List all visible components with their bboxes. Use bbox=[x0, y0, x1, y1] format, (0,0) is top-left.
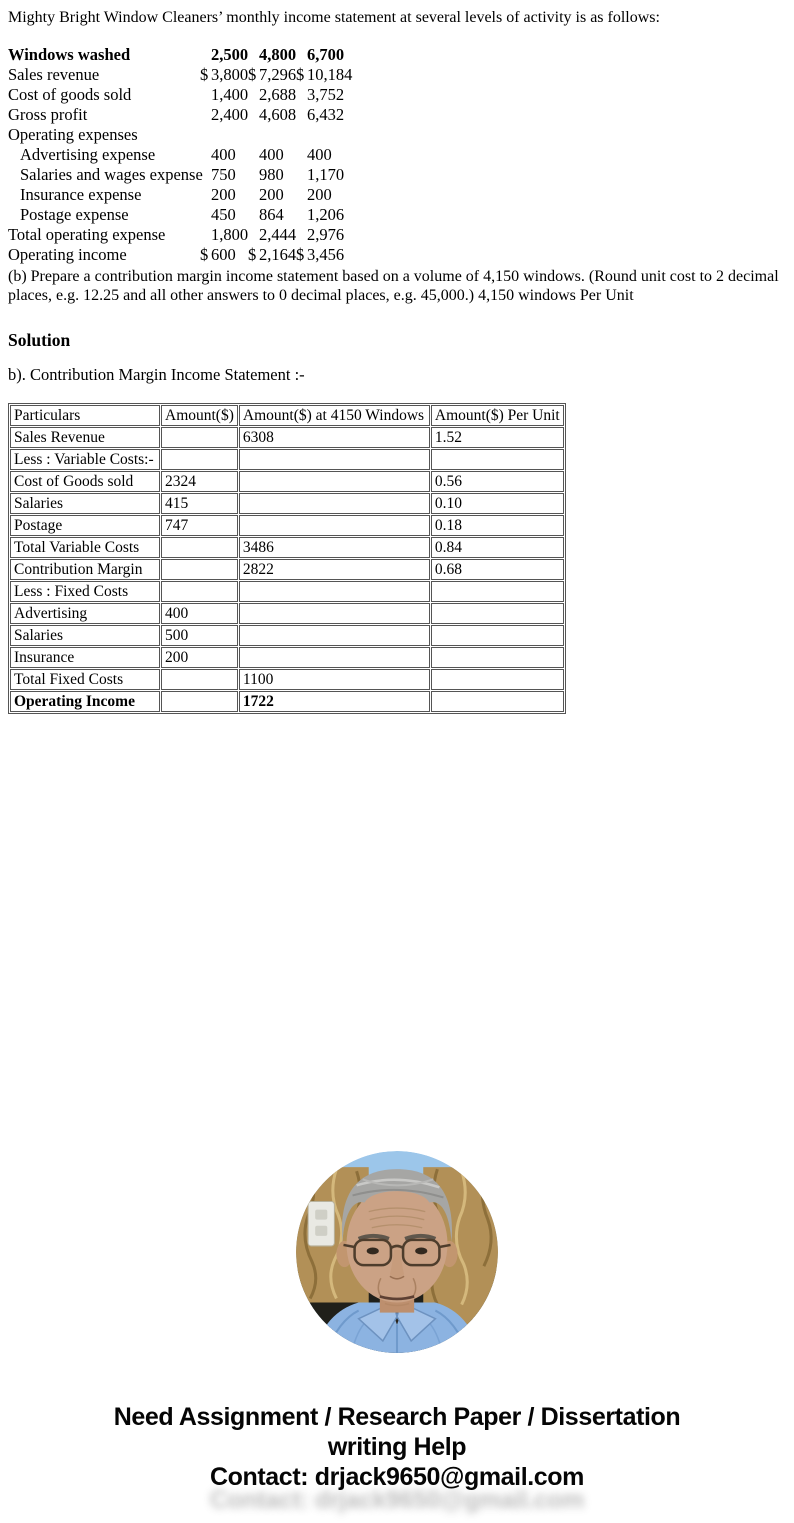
income-statement-row bbox=[8, 65, 786, 85]
footer-banner bbox=[0, 1402, 794, 1492]
income-statement-row bbox=[8, 45, 786, 65]
switch-plate bbox=[308, 1202, 334, 1246]
currency-sign bbox=[296, 45, 307, 65]
cell-particulars: Postage bbox=[10, 515, 160, 536]
currency-sign: $ bbox=[200, 65, 209, 84]
cell-amount-per-unit: 0.10 bbox=[431, 493, 564, 514]
currency-sign bbox=[200, 185, 211, 205]
document-body bbox=[0, 0, 794, 722]
cell-amount-per-unit: 0.84 bbox=[431, 537, 564, 558]
cell-particulars: Total Variable Costs bbox=[10, 537, 160, 558]
currency-sign bbox=[200, 165, 211, 185]
cell-amount bbox=[161, 691, 238, 712]
currency-sign: $ bbox=[296, 245, 305, 264]
currency-sign bbox=[296, 85, 307, 105]
cell-particulars: Operating Income bbox=[10, 691, 160, 712]
cell-amount-at-4150: 2822 bbox=[239, 559, 430, 580]
income-statement-label: Operating expenses bbox=[8, 125, 138, 144]
cell-amount-at-4150: 1100 bbox=[239, 669, 430, 690]
cell-amount-per-unit bbox=[431, 669, 564, 690]
currency-sign: $ bbox=[248, 65, 257, 84]
table-row bbox=[10, 669, 564, 690]
income-statement-label: Postage expense bbox=[20, 205, 129, 224]
cell-amount bbox=[161, 581, 238, 602]
amount-value: 1,400 bbox=[211, 85, 249, 104]
income-statement-label: Advertising expense bbox=[20, 145, 156, 164]
cell-amount-at-4150 bbox=[239, 603, 430, 624]
currency-sign bbox=[248, 225, 259, 245]
cell-amount-at-4150 bbox=[239, 493, 430, 514]
cell-amount bbox=[161, 427, 238, 448]
income-statement-row bbox=[8, 125, 786, 145]
currency-sign bbox=[296, 165, 307, 185]
income-statement-col1 bbox=[200, 145, 248, 165]
currency-sign bbox=[248, 165, 259, 185]
income-statement-label: Sales revenue bbox=[8, 65, 100, 84]
cell-amount bbox=[161, 559, 238, 580]
cell-amount-at-4150 bbox=[239, 515, 430, 536]
income-statement-col1 bbox=[200, 185, 248, 205]
currency-sign bbox=[200, 85, 211, 105]
currency-sign: $ bbox=[248, 245, 257, 264]
cell-amount: 200 bbox=[161, 647, 238, 668]
cell-particulars: Less : Variable Costs:- bbox=[10, 449, 160, 470]
amount-value: 200 bbox=[259, 185, 284, 204]
amount-value: 400 bbox=[211, 145, 236, 164]
currency-sign bbox=[248, 145, 259, 165]
income-statement-col1 bbox=[200, 225, 248, 245]
amount-value: 3,800 bbox=[211, 65, 249, 84]
income-statement-col2 bbox=[248, 185, 296, 205]
amount-value: 3,456 bbox=[307, 245, 345, 264]
amount-value: 4,800 bbox=[259, 45, 297, 64]
cell-amount: 415 bbox=[161, 493, 238, 514]
footer-line-1: Need Assignment / Research Paper / Dissertation bbox=[113, 1403, 681, 1431]
income-statement-col3 bbox=[296, 205, 344, 225]
table-row bbox=[10, 625, 564, 646]
amount-value: 980 bbox=[259, 165, 284, 184]
income-statement-row bbox=[8, 165, 786, 185]
income-statement-col2 bbox=[248, 45, 296, 65]
currency-sign bbox=[200, 145, 211, 165]
cell-amount-per-unit: 0.18 bbox=[431, 515, 564, 536]
income-statement-col1 bbox=[200, 65, 248, 85]
table-row bbox=[10, 427, 564, 448]
income-statement-row bbox=[8, 85, 786, 105]
cell-amount-per-unit: 1.52 bbox=[431, 427, 564, 448]
amount-value: 4,608 bbox=[259, 105, 297, 124]
currency-sign bbox=[296, 225, 307, 245]
income-statement-row bbox=[8, 185, 786, 205]
cell-amount-at-4150 bbox=[239, 647, 430, 668]
amount-value: 6,700 bbox=[307, 45, 345, 64]
cell-particulars: Less : Fixed Costs bbox=[10, 581, 160, 602]
table-row bbox=[10, 449, 564, 470]
footer-contact-email: Contact: drjack9650@gmail.com bbox=[209, 1463, 585, 1491]
tutor-avatar-image bbox=[296, 1151, 498, 1353]
income-statement-col3 bbox=[296, 45, 344, 65]
amount-value: 2,688 bbox=[259, 85, 297, 104]
income-statement-col2 bbox=[248, 65, 296, 85]
income-statement-col1 bbox=[200, 85, 248, 105]
income-statement-label: Windows washed bbox=[8, 45, 131, 64]
income-statement-col1 bbox=[200, 205, 248, 225]
cell-particulars: Salaries bbox=[10, 625, 160, 646]
income-statement-col2 bbox=[248, 225, 296, 245]
header-amount: Amount($) bbox=[161, 405, 238, 426]
amount-value: 1,206 bbox=[307, 205, 345, 224]
income-statement-row bbox=[8, 225, 786, 245]
currency-sign bbox=[200, 205, 211, 225]
amount-value: 2,400 bbox=[211, 105, 249, 124]
income-statement-col3 bbox=[296, 225, 344, 245]
solution-heading: Solution bbox=[8, 330, 71, 350]
cell-amount-at-4150 bbox=[239, 449, 430, 470]
amount-value: 450 bbox=[211, 205, 236, 224]
amount-value: 600 bbox=[211, 245, 236, 264]
income-statement-col3 bbox=[296, 85, 344, 105]
income-statement-label: Gross profit bbox=[8, 105, 88, 124]
amount-value: 10,184 bbox=[307, 65, 353, 84]
cell-amount-at-4150 bbox=[239, 625, 430, 646]
income-statement-col2 bbox=[248, 125, 296, 145]
amount-value: 864 bbox=[259, 205, 284, 224]
cell-amount-at-4150 bbox=[239, 471, 430, 492]
amount-value: 6,432 bbox=[307, 105, 345, 124]
currency-sign bbox=[296, 105, 307, 125]
currency-sign bbox=[200, 125, 211, 145]
cell-amount: 2324 bbox=[161, 471, 238, 492]
income-statement-col1 bbox=[200, 45, 248, 65]
cell-amount-per-unit: 0.56 bbox=[431, 471, 564, 492]
table-row bbox=[10, 559, 564, 580]
income-statement-row bbox=[8, 205, 786, 225]
income-statement-label: Operating income bbox=[8, 245, 127, 264]
income-statement-label: Total operating expense bbox=[8, 225, 166, 244]
table-row bbox=[10, 471, 564, 492]
income-statement-col2 bbox=[248, 245, 296, 265]
cell-amount-per-unit bbox=[431, 647, 564, 668]
amount-value: 2,164 bbox=[259, 245, 297, 264]
cell-amount-per-unit bbox=[431, 603, 564, 624]
header-amount-at-4150: Amount($) at 4150 Windows bbox=[239, 405, 430, 426]
income-statement-col1 bbox=[200, 165, 248, 185]
cell-amount-per-unit bbox=[431, 449, 564, 470]
cell-amount-per-unit: 0.68 bbox=[431, 559, 564, 580]
income-statement-col3 bbox=[296, 125, 344, 145]
amount-value: 200 bbox=[307, 185, 332, 204]
currency-sign bbox=[296, 185, 307, 205]
amount-value: 1,170 bbox=[307, 165, 345, 184]
amount-value: 1,800 bbox=[211, 225, 249, 244]
currency-sign bbox=[248, 125, 259, 145]
contribution-margin-table bbox=[8, 403, 566, 714]
cell-amount-at-4150 bbox=[239, 581, 430, 602]
currency-sign bbox=[200, 105, 211, 125]
amount-value: 200 bbox=[211, 185, 236, 204]
table-row bbox=[10, 493, 564, 514]
cell-amount: 500 bbox=[161, 625, 238, 646]
cell-amount-at-4150: 1722 bbox=[239, 691, 430, 712]
income-statement-col2 bbox=[248, 145, 296, 165]
intro-text: Mighty Bright Window Cleaners’ monthly income statement at several levels of activity is as follows: bbox=[8, 9, 660, 26]
income-statement-row bbox=[8, 145, 786, 165]
cell-particulars: Sales Revenue bbox=[10, 427, 160, 448]
amount-value: 7,296 bbox=[259, 65, 297, 84]
income-statement-col1 bbox=[200, 105, 248, 125]
cell-amount bbox=[161, 669, 238, 690]
footer-line-2: writing Help bbox=[327, 1433, 467, 1461]
header-particulars: Particulars bbox=[10, 405, 160, 426]
income-statement-label: Insurance expense bbox=[20, 185, 142, 204]
cell-amount: 400 bbox=[161, 603, 238, 624]
currency-sign bbox=[248, 85, 259, 105]
table-header-row bbox=[10, 405, 564, 426]
table-row bbox=[10, 603, 564, 624]
currency-sign: $ bbox=[200, 245, 209, 264]
income-statement-col2 bbox=[248, 205, 296, 225]
cell-amount bbox=[161, 537, 238, 558]
amount-value: 2,500 bbox=[211, 45, 249, 64]
cell-particulars: Total Fixed Costs bbox=[10, 669, 160, 690]
cell-amount bbox=[161, 449, 238, 470]
tutor-avatar bbox=[296, 1151, 498, 1353]
currency-sign bbox=[200, 45, 211, 65]
amount-value: 750 bbox=[211, 165, 236, 184]
cell-amount-at-4150: 3486 bbox=[239, 537, 430, 558]
income-statement-row bbox=[8, 245, 786, 265]
income-statement-col3 bbox=[296, 245, 344, 265]
amount-value: 3,752 bbox=[307, 85, 345, 104]
income-statement-col1 bbox=[200, 125, 248, 145]
cell-particulars: Contribution Margin bbox=[10, 559, 160, 580]
part-b-question: (b) Prepare a contribution margin income statement based on a volume of 4,150 windows. (Round unit cost to 2 decimal places, e.g. 12.25 and all other answers to 0 decimal places, e.g. 45,000.) 4,150 windows Per Unit bbox=[8, 268, 779, 304]
table-row bbox=[10, 691, 564, 712]
cell-amount: 747 bbox=[161, 515, 238, 536]
income-statement-col3 bbox=[296, 105, 344, 125]
header-amount-per-unit: Amount($) Per Unit bbox=[431, 405, 564, 426]
income-statement-col2 bbox=[248, 105, 296, 125]
amount-value: 2,976 bbox=[307, 225, 345, 244]
table-row bbox=[10, 581, 564, 602]
income-statement-col3 bbox=[296, 165, 344, 185]
income-statement-label: Cost of goods sold bbox=[8, 85, 132, 104]
solution-subheading: b). Contribution Margin Income Statement :- bbox=[8, 365, 305, 384]
amount-value: 400 bbox=[307, 145, 332, 164]
amount-value: 2,444 bbox=[259, 225, 297, 244]
cell-particulars: Salaries bbox=[10, 493, 160, 514]
income-statement-row bbox=[8, 105, 786, 125]
cell-amount-at-4150: 6308 bbox=[239, 427, 430, 448]
currency-sign bbox=[248, 185, 259, 205]
cell-particulars: Cost of Goods sold bbox=[10, 471, 160, 492]
currency-sign bbox=[248, 205, 259, 225]
cell-amount-per-unit bbox=[431, 691, 564, 712]
table-row bbox=[10, 515, 564, 536]
cell-particulars: Advertising bbox=[10, 603, 160, 624]
income-statement-col2 bbox=[248, 85, 296, 105]
income-statement-col2 bbox=[248, 165, 296, 185]
currency-sign bbox=[200, 225, 211, 245]
income-statement bbox=[8, 45, 786, 265]
cell-amount-per-unit bbox=[431, 581, 564, 602]
amount-value: 400 bbox=[259, 145, 284, 164]
income-statement-col3 bbox=[296, 65, 353, 85]
income-statement-col1 bbox=[200, 245, 248, 265]
currency-sign bbox=[296, 145, 307, 165]
cell-particulars: Insurance bbox=[10, 647, 160, 668]
currency-sign: $ bbox=[296, 65, 305, 84]
currency-sign bbox=[296, 125, 307, 145]
income-statement-col3 bbox=[296, 185, 344, 205]
income-statement-col3 bbox=[296, 145, 344, 165]
currency-sign bbox=[248, 105, 259, 125]
table-row bbox=[10, 647, 564, 668]
table-row bbox=[10, 537, 564, 558]
cell-amount-per-unit bbox=[431, 625, 564, 646]
income-statement-label: Salaries and wages expense bbox=[20, 165, 203, 184]
currency-sign bbox=[248, 45, 259, 65]
currency-sign bbox=[296, 205, 307, 225]
